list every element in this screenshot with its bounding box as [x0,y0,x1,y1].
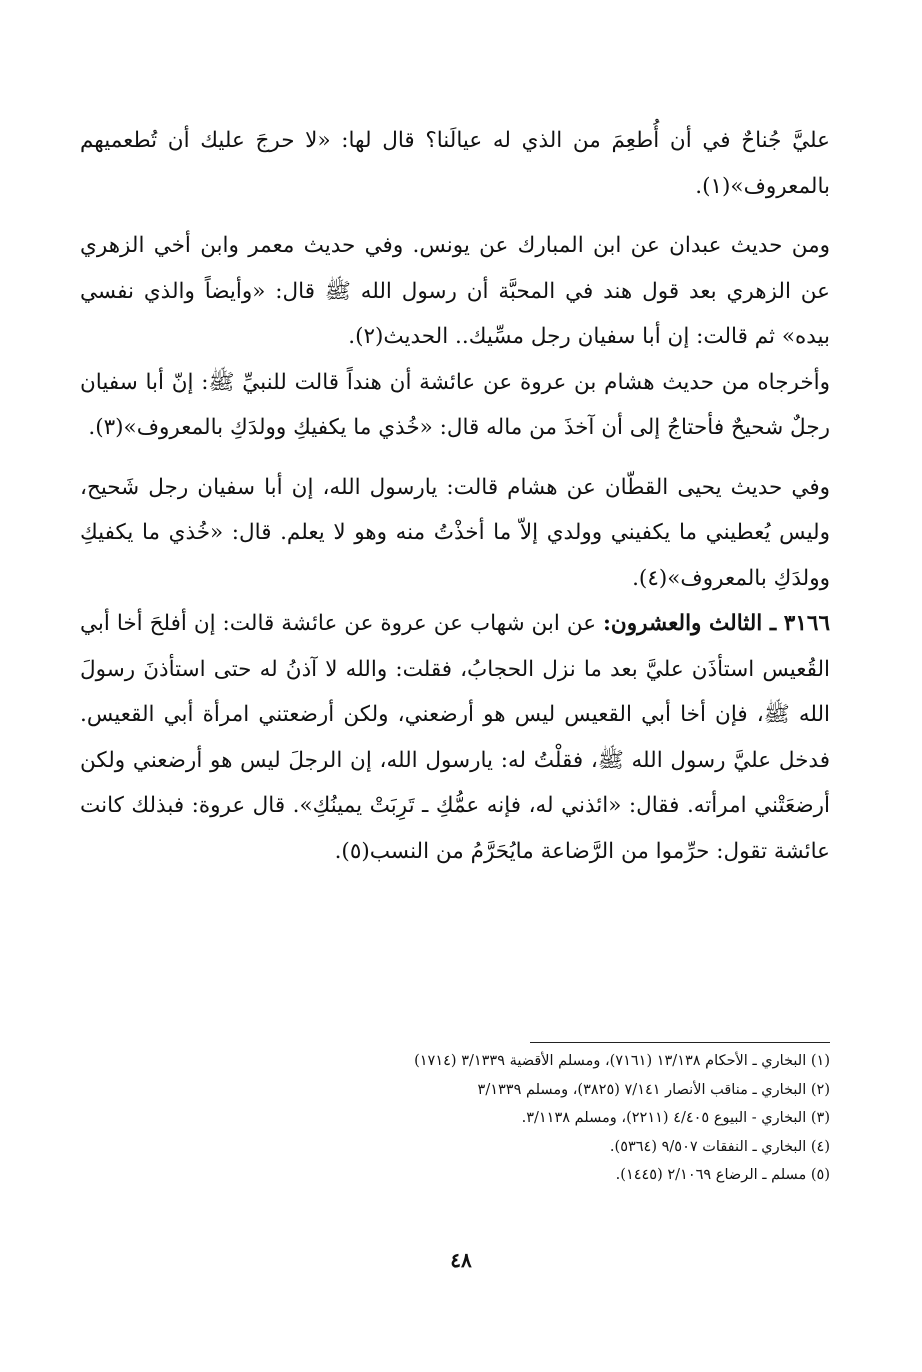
footnotes [80,1047,830,1190]
page-number: ٤٨ [450,1248,472,1272]
footnote-4: (٤) البخاري ـ النفقات ٩/٥٠٧ (٥٣٦٤). [609,1138,830,1155]
main-text [80,118,830,874]
footnote-5: (٥) مسلم ـ الرضاع ٢/١٠٦٩ (١٤٤٥). [615,1167,830,1183]
footnote-1: (١) البخاري ـ الأحكام ١٣/١٣٨ (٧١٦١)، ومسلم الأقضية ٣/١٣٣٩ (١٧١٤) [414,1053,830,1069]
paragraph-4-text: وفي حديث يحيى القطّان عن هشام قالت: يارسول الله، إن أبا سفيان رجل شَحيح، وليس يُعطيني ما يكفيني وولدي إلاّ ما أخذْتُ منه وهو لا يعلم. قال: «خُذي ما يكفيكِ وولدَكِ بالمعروف»(٤). [80,474,830,591]
hadith-number-heading: ٣١٦٦ ـ الثالث والعشرون: [603,611,830,636]
paragraph-3-text: وأخرجاه من حديث هشام بن عروة عن عائشة أن هنداً قالت للنبيِّ ﷺ: إنّ أبا سفيان رجلٌ شحيحٌ فأحتاجُ إلى أن آخذَ من ماله قال: «خُذي ما يكفيكِ وولدَكِ بالمعروف»(٣). [80,369,830,440]
paragraph-3 [80,360,830,451]
paragraph-1-text: عليَّ جُناحٌ في أن أُطعِمَ من الذي له عيالَنا؟ قال لها: «لا حرجَ عليك أن تُطعميهم بالمعروف»(١). [80,128,830,199]
paragraph-5 [80,601,830,874]
paragraph-2-text: ومن حديث عبدان عن ابن المبارك عن يونس. وفي حديث معمر وابن أخي الزهري عن الزهري بعد قول هند في المحبَّة أن رسول الله ﷺ قال: «وأيضاً والذي نفسي بيده» ثم قالت: إن أبا سفيان رجل مسِّيك.. الحديث(٢). [80,233,830,349]
paragraph-4 [80,465,830,602]
footnote-3: (٣) البخاري - البيوع ٤/٤٠٥ (٢٢١١)، ومسلم ٣/١١٣٨. [521,1110,830,1126]
paragraph-2 [80,223,830,360]
paragraph-5-text: عن ابن شهاب عن عروة عن عائشة قالت: إن أفلحَ أخا أبي القُعيس استأذَن عليَّ بعد ما نزل الحجابُ، فقلت: والله لا آذنُ له حتى استأذنَ رسولَ الله ﷺ، فإن أخا أبي القعيس ليس هو أرضعني، ولكن أرضعتني امرأة أبي القعيس. فدخل عليَّ رسول الله ﷺ، فقلْتُ له: يارسول الله، إن الرجلَ ليس هو أرضعني ولكن أرضعَتْني امرأته. فقال: «ائذني له، فإنه عمُّكِ ـ تَرِبَتْ يمينُكِ». قال عروة: فبذلك كانت عائشة تقول: حرِّموا من الرَّضاعة مايُحَرَّمُ من النسب(٥). [80,611,830,864]
footnote-2: (٢) البخاري ـ مناقب الأنصار ٧/١٤١ (٣٨٢٥)، ومسلم ٣/١٣٣٩ [477,1081,830,1098]
paragraph-1 [80,118,830,209]
footnote-divider [530,1042,830,1043]
